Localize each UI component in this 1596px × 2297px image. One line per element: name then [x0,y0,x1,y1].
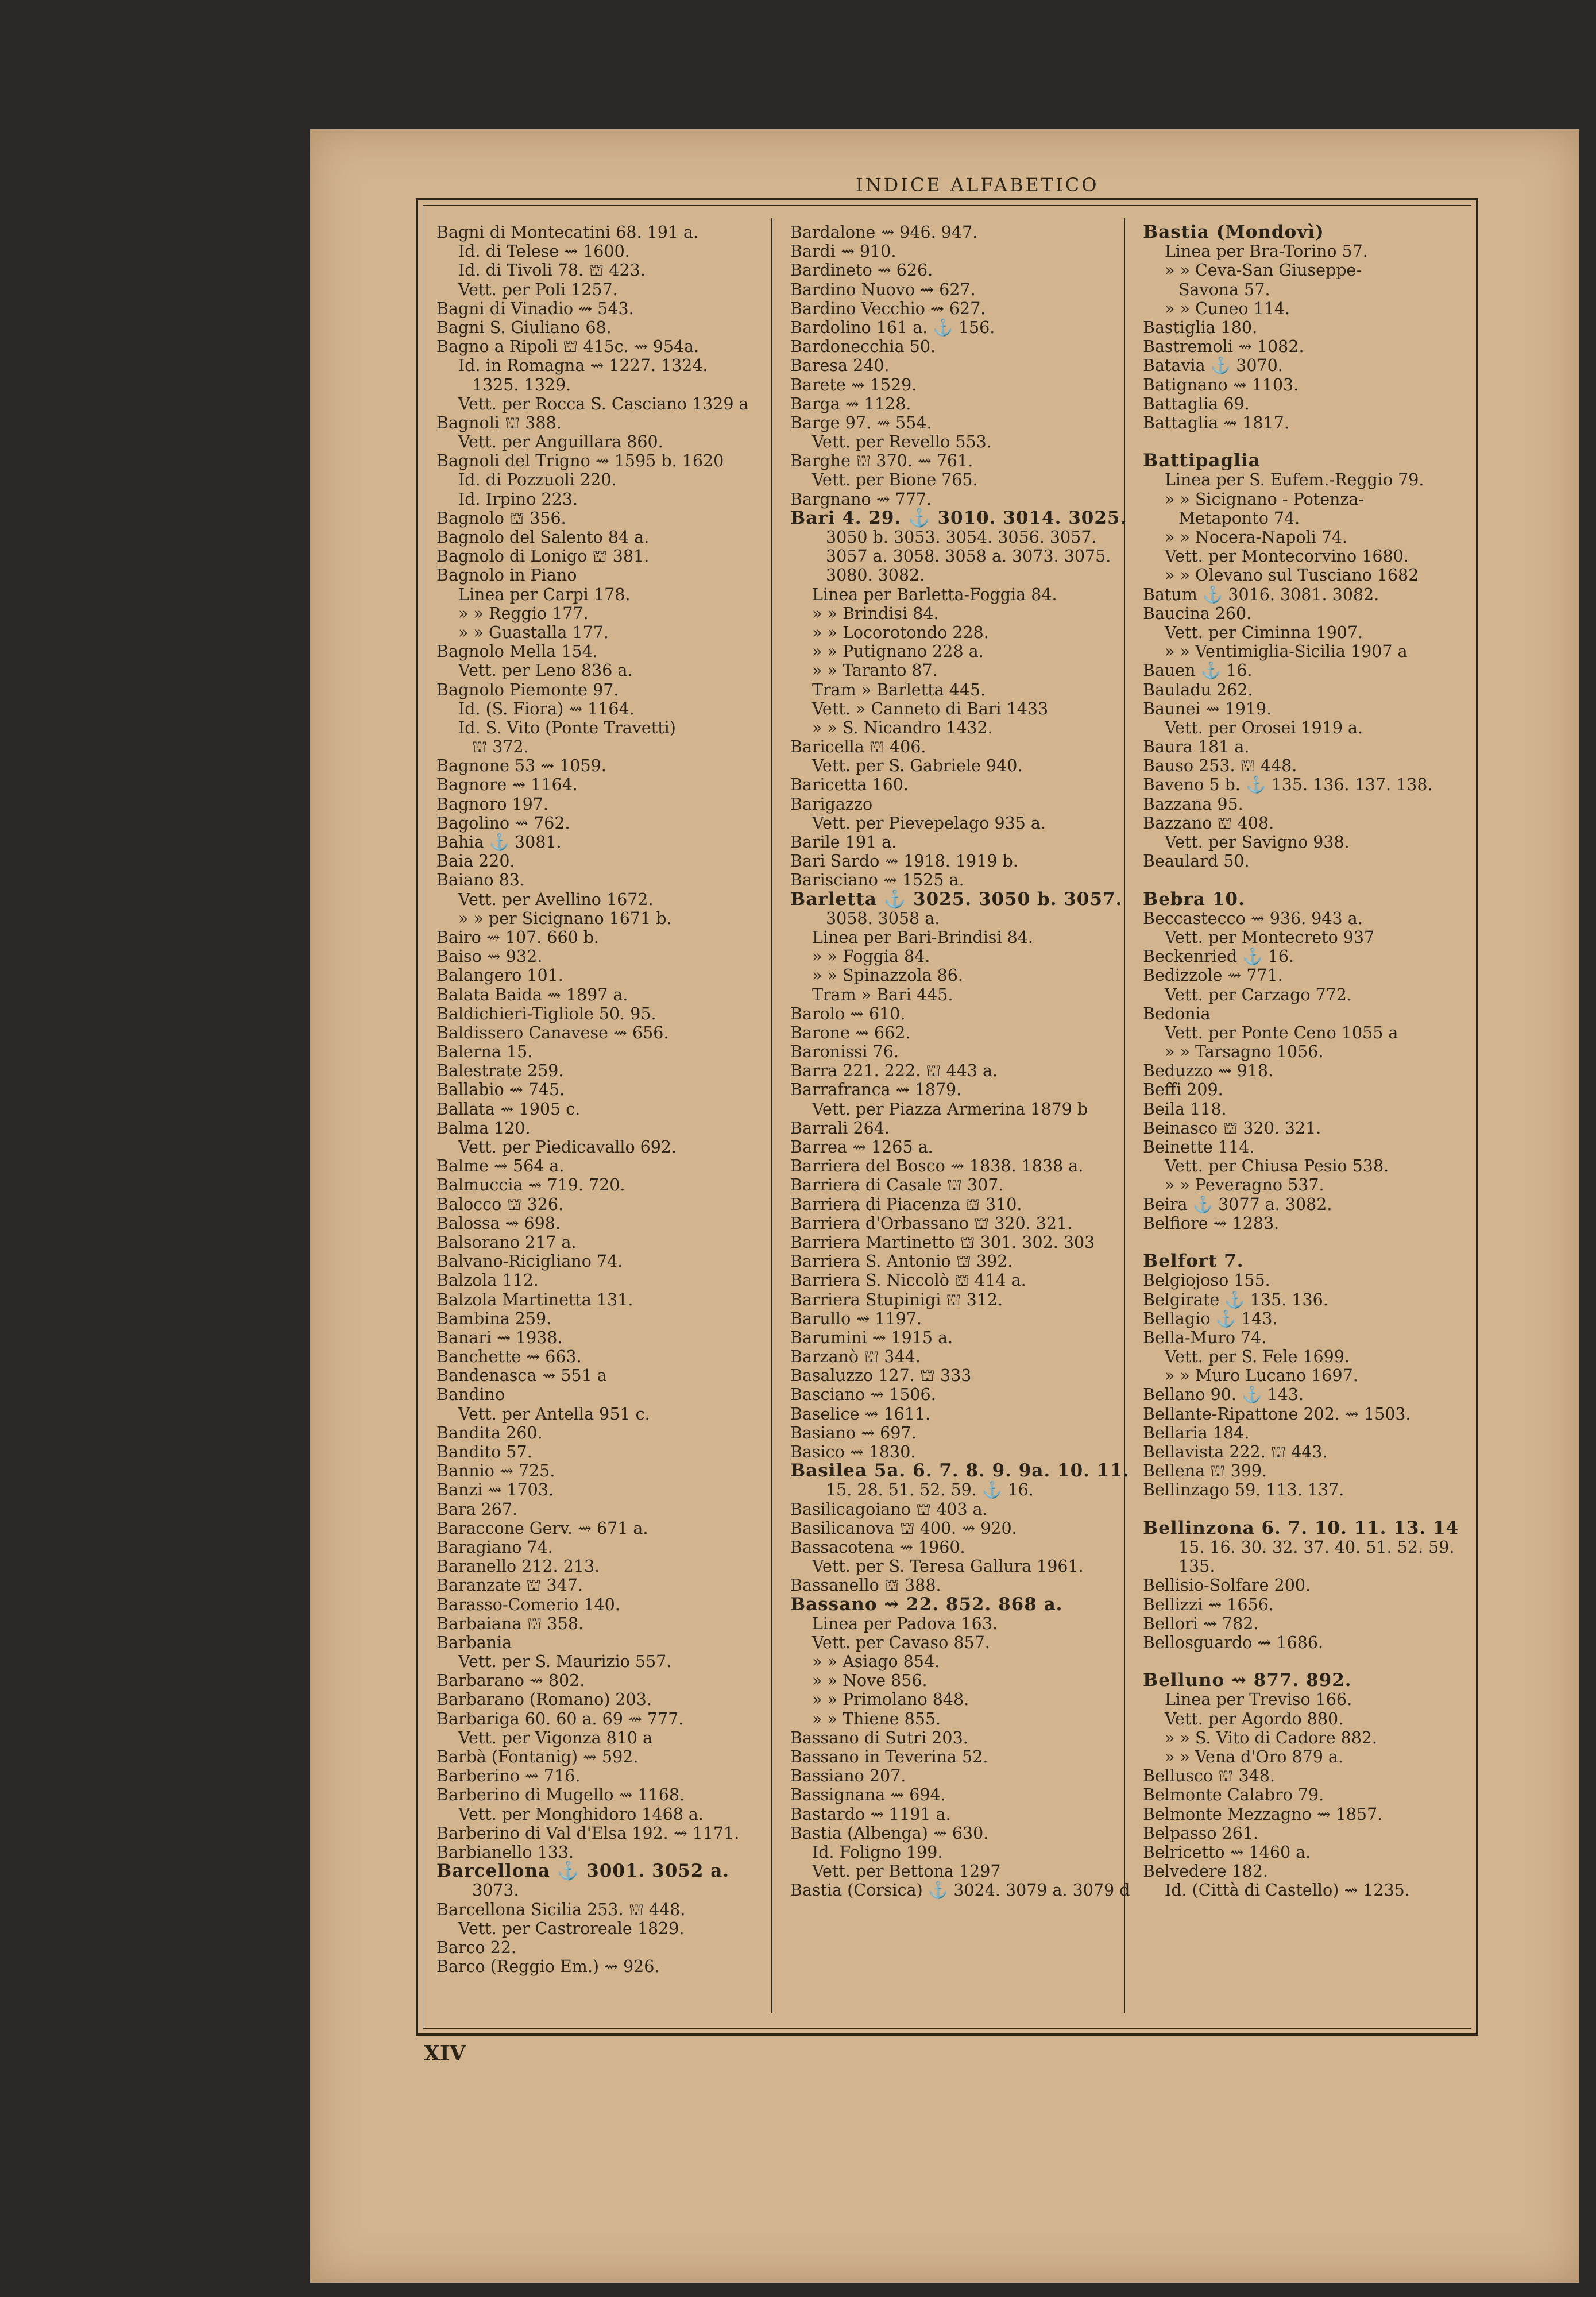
index-entry: Linea per Treviso 166. [1165,1690,1352,1710]
index-entry: Bellante-Ripattone 202. ⇝ 1503. [1143,1404,1411,1424]
index-entry: Baraccone Gerv. ⇝ 671 a. [436,1518,648,1538]
index-entry: Bannio ⇝ 725. [436,1461,555,1481]
index-entry: Bastia (Albenga) ⇝ 630. [790,1823,989,1843]
index-entry: Barriera di Casale ⛫ 307. [790,1175,1004,1195]
index-entry: Bauso 253. ⛫ 448. [1143,756,1297,776]
index-column-1 [436,223,767,1976]
index-entry [1143,1500,1470,1519]
index-entry [1143,871,1470,890]
index-entry: Bagnolo ⛫ 356. [436,508,566,528]
index-entry: » » Muro Lucano 1697. [1165,1366,1358,1386]
index-entry: Bagnolo del Salento 84 a. [436,528,650,547]
index-entry: Barile 191 a. [790,833,897,852]
index-entry: Vett. per Bettona 1297 [812,1862,1001,1881]
index-entry: Barra 221. 222. ⛫ 443 a. [790,1061,998,1081]
index-entry: Barbaiana ⛫ 358. [436,1614,584,1633]
index-entry: Banzi ⇝ 1703. [436,1480,554,1500]
index-entry: 15. 16. 30. 32. 37. 40. 51. 52. 59. [1178,1537,1455,1557]
index-entry: Barbà (Fontanig) ⇝ 592. [436,1747,639,1766]
index-entry: Id. (Città di Castello) ⇝ 1235. [1165,1881,1410,1900]
index-entry: Baunei ⇝ 1919. [1143,699,1272,718]
index-entry: Barasso-Comerio 140. [436,1595,620,1614]
index-entry: Ballabio ⇝ 745. [436,1080,565,1100]
index-entry: Vett. per Anguillara 860. [458,432,663,452]
index-entry: Baveno 5 b. ⚓ 135. 136. 137. 138. [1143,775,1433,795]
index-entry: Bardino Vecchio ⇝ 627. [790,299,986,318]
index-entry: Barberino ⇝ 716. [436,1766,581,1786]
index-entry: Vett. per Ciminna 1907. [1165,622,1363,642]
index-entry: Vett. per Savigno 938. [1165,833,1350,852]
index-entry: Vett. per S. Fele 1699. [1165,1347,1350,1367]
index-entry: Id. di Pozzuoli 220. [458,470,617,490]
index-entry: Bazzano ⛫ 408. [1143,813,1274,833]
index-entry: » » Spinazzola 86. [812,966,963,985]
index-entry: » » Foggia 84. [812,947,930,966]
index-entry: Vett. » Canneto di Bari 1433 [812,699,1049,718]
index-entry: Barletta ⚓ 3025. 3050 b. 3057. [790,888,1123,910]
index-entry: Vett. per Cavaso 857. [812,1633,990,1652]
index-entry: Id. di Tivoli 78. ⛫ 423. [458,261,646,280]
index-entry: Barriera S. Antonio ⛫ 392. [790,1252,1013,1271]
index-entry: Belricetto ⇝ 1460 a. [1143,1842,1311,1862]
index-entry: » » Primolano 848. [812,1690,969,1710]
index-entry: Bellano 90. ⚓ 143. [1143,1385,1304,1405]
index-entry: Vett. per Castroreale 1829. [458,1919,685,1938]
index-entry: Barbarano ⇝ 802. [436,1671,585,1691]
index-entry: » » Nove 856. [812,1671,928,1691]
index-entry: Belgiojoso 155. [1143,1271,1270,1290]
index-entry: Bardi ⇝ 910. [790,242,896,261]
index-entry: Batavia ⚓ 3070. [1143,356,1283,376]
index-entry: Beaulard 50. [1143,852,1250,871]
index-entry: Basico ⇝ 1830. [790,1443,916,1461]
index-entry: Barriera di Piacenza ⛫ 310. [790,1194,1022,1214]
index-entry: Bardonecchia 50. [790,337,936,357]
index-entry: Bagnone 53 ⇝ 1059. [436,756,606,776]
index-entry: » » per Sicignano 1671 b. [458,908,672,928]
index-entry: Bassanello ⛫ 388. [790,1576,941,1595]
index-entry: » » Ceva-San Giuseppe- [1165,261,1362,280]
index-entry: Basilicagoiano ⛫ 403 a. [790,1499,988,1519]
index-entry: Balestrate 259. [436,1061,564,1081]
index-entry: Baronissi 76. [790,1042,899,1062]
index-entry: Bari Sardo ⇝ 1918. 1919 b. [790,852,1018,871]
index-entry: Linea per Padova 163. [812,1614,998,1633]
index-entry: Bedonia [1143,1004,1211,1023]
index-entry: Barete ⇝ 1529. [790,375,917,395]
index-entry: Balocco ⛫ 326. [436,1194,564,1214]
index-entry: Barone ⇝ 662. [790,1023,911,1042]
index-entry: Barisciano ⇝ 1525 a. [790,871,964,890]
index-entry: Barriera S. Niccolò ⛫ 414 a. [790,1271,1026,1290]
index-entry: » » Reggio 177. [458,604,589,623]
index-entry: Baldichieri-Tigliole 50. 95. [436,1004,656,1023]
index-entry: Barrea ⇝ 1265 a. [790,1138,933,1157]
index-entry: 15. 28. 51. 52. 59. ⚓ 16. [826,1480,1034,1500]
index-entry: Vett. per S. Teresa Gallura 1961. [812,1557,1084,1576]
index-entry: Batum ⚓ 3016. 3081. 3082. [1143,585,1379,604]
index-entry: Baricella ⛫ 406. [790,737,926,757]
index-entry: Tram » Barletta 445. [812,680,986,699]
index-entry: Baiso ⇝ 932. [436,947,543,966]
index-entry: » » S. Nicandro 1432. [812,718,993,737]
index-entry: Linea per Bari-Brindisi 84. [812,927,1033,947]
index-entry: Bebra 10. [1143,888,1245,910]
index-entry: Bagnolo Mella 154. [436,642,598,662]
index-entry: Baldissero Canavese ⇝ 656. [436,1023,669,1042]
index-entry: Bauladu 262. [1143,680,1253,699]
index-entry: Bagno a Ripoli ⛫ 415c. ⇝ 954a. [436,337,700,357]
index-entry: Belmonte Calabro 79. [1143,1785,1324,1805]
index-entry: Bagni di Vinadio ⇝ 543. [436,299,634,318]
index-entry: Vett. per Montecreto 937 [1165,927,1375,947]
index-entry: Barriera del Bosco ⇝ 1838. 1838 a. [790,1157,1084,1176]
index-entry: Bandito 57. [436,1443,532,1461]
index-entry: Id. Irpino 223. [458,489,578,509]
index-entry: Battipaglia [1143,450,1261,471]
index-entry: Barriera Martinetto ⛫ 301. 302. 303 [790,1232,1095,1252]
index-entry: 3057 a. 3058. 3058 a. 3073. 3075. [826,547,1111,566]
index-entry: Beira ⚓ 3077 a. 3082. [1143,1194,1332,1214]
index-entry [1143,1652,1470,1671]
index-entry: Barberino di Mugello ⇝ 1168. [436,1785,685,1805]
index-entry: » » Cuneo 114. [1165,299,1290,318]
index-entry: Barzanò ⛫ 344. [790,1347,921,1367]
index-entry: Bardino Nuovo ⇝ 627. [790,280,976,299]
index-entry: Vett. per Piedicavallo 692. [458,1138,677,1157]
index-entry: 1325. 1329. [472,375,571,395]
index-entry: Ballata ⇝ 1905 c. [436,1099,581,1119]
index-entry: Baucina 260. [1143,604,1252,623]
index-entry: Vett. per S. Maurizio 557. [458,1652,672,1672]
index-entry: Bellusco ⛫ 348. [1143,1766,1275,1786]
index-entry: Batignano ⇝ 1103. [1143,375,1299,395]
index-entry: Bargnano ⇝ 777. [790,489,932,509]
index-entry: Balma 120. [436,1118,531,1138]
index-entry: Belmonte Mezzagno ⇝ 1857. [1143,1804,1383,1824]
index-entry: Vett. per Rocca S. Casciano 1329 a [458,394,749,413]
index-entry: » » Peveragno 537. [1165,1175,1324,1195]
index-entry: Bastia (Mondovì) [1143,222,1324,242]
index-entry: Bassano di Sutri 203. [790,1728,968,1747]
index-entry: » » Nocera-Napoli 74. [1165,528,1348,547]
index-entry: Bandita 260. [436,1423,543,1443]
index-entry: » » Tarsagno 1056. [1165,1042,1324,1062]
index-entry: Basaluzzo 127. ⛫ 333 [790,1366,972,1386]
index-entry: Savona 57. [1178,280,1270,299]
index-entry: Barrali 264. [790,1118,890,1138]
index-entry: Id. (S. Fiora) ⇝ 1164. [458,699,635,718]
index-entry: Bastiglia 180. [1143,318,1258,337]
index-entry: Basciano ⇝ 1506. [790,1385,936,1405]
index-entry: Bambina 259. [436,1309,552,1328]
index-column-3 [1143,223,1470,1900]
index-entry: » » Sicignano - Potenza- [1165,489,1365,509]
index-entry: Beckenried ⚓ 16. [1143,947,1294,966]
index-entry: Id. Foligno 199. [812,1842,943,1862]
index-entry: Balzola Martinetta 131. [436,1290,633,1309]
index-entry: Barga ⇝ 1128. [790,394,911,413]
index-entry: Vett. per Leno 836 a. [458,661,633,680]
index-entry: » » S. Vito di Cadore 882. [1165,1728,1378,1747]
index-entry: Bardolino 161 a. ⚓ 156. [790,318,995,337]
index-entry: Barriera Stupinigi ⛫ 312. [790,1290,1003,1309]
index-entry: Bellisio-Solfare 200. [1143,1576,1311,1595]
index-entry: Bella-Muro 74. [1143,1328,1267,1347]
index-entry: Vett. per Carzago 772. [1165,985,1352,1004]
index-entry: Beinasco ⛫ 320. 321. [1143,1118,1321,1138]
index-entry: Id. di Telese ⇝ 1600. [458,242,630,261]
index-entry: Bagnore ⇝ 1164. [436,775,578,795]
index-entry: Barco (Reggio Em.) ⇝ 926. [436,1957,660,1977]
index-entry: Bagnoli del Trigno ⇝ 1595 b. 1620 [436,451,724,471]
index-entry: Baranello 212. 213. [436,1557,600,1576]
index-entry: Vett. per Piazza Armerina 1879 b [812,1099,1088,1119]
index-entry: Tram » Bari 445. [812,985,953,1004]
index-entry: Vett. per Monghidoro 1468 a. [458,1804,704,1824]
index-entry: Barghe ⛫ 370. ⇝ 761. [790,451,973,471]
index-entry: Vett. per Agordo 880. [1165,1709,1344,1728]
index-entry: Vett. per Orosei 1919 a. [1165,718,1363,737]
index-entry: Vett. per Vigonza 810 a [458,1728,653,1747]
index-entry: » » Asiago 854. [812,1652,940,1672]
index-entry: Bastremoli ⇝ 1082. [1143,337,1304,357]
index-entry: Barolo ⇝ 610. [790,1004,906,1023]
index-entry: Bagnolo in Piano [436,566,577,585]
index-entry: ⛫ 372. [472,737,529,757]
index-entry: Vett. per Antella 951 c. [458,1404,650,1424]
index-entry: Bara 267. [436,1499,518,1519]
index-entry: » » Vena d'Oro 879 a. [1165,1747,1344,1766]
index-entry: Bandenasca ⇝ 551 a [436,1366,607,1386]
index-entry: Id. S. Vito (Ponte Travetti) [458,718,676,737]
index-entry: Vett. per Poli 1257. [458,280,618,299]
index-entry: Barberino di Val d'Elsa 192. ⇝ 1171. [436,1823,740,1843]
index-entry: Baresa 240. [790,356,890,376]
index-entry: Basilea 5a. 6. 7. 8. 9. 9a. 10. 11. [790,1460,1130,1482]
index-entry: Balossa ⇝ 698. [436,1213,561,1233]
index-entry: Bastardo ⇝ 1191 a. [790,1804,951,1824]
column-separator [771,218,772,2013]
index-entry: Banchette ⇝ 663. [436,1347,582,1367]
index-entry: Beila 118. [1143,1099,1227,1119]
index-entry: Belfort 7. [1143,1251,1244,1272]
index-entry: Battaglia ⇝ 1817. [1143,413,1289,432]
index-entry: Vett. per Avellino 1672. [458,890,654,909]
index-entry: Baia 220. [436,852,515,871]
index-entry: Barcellona Sicilia 253. ⛫ 448. [436,1900,686,1919]
index-entry: Vett. per Chiusa Pesio 538. [1165,1157,1389,1176]
index-entry: Bellavista 222. ⛫ 443. [1143,1443,1328,1461]
index-entry: Bedizzole ⇝ 771. [1143,966,1283,985]
index-entry: Barrafranca ⇝ 1879. [790,1080,962,1100]
index-entry: Metaponto 74. [1178,508,1300,528]
index-entry: » » Thiene 855. [812,1709,941,1728]
index-entry: Bellena ⛫ 399. [1143,1461,1267,1481]
index-entry: » » Putignano 228 a. [812,642,984,662]
index-entry: Belluno ⇝ 877. 892. [1143,1670,1352,1691]
index-entry: Linea per Carpi 178. [458,585,631,604]
index-entry: Bassignana ⇝ 694. [790,1785,946,1805]
index-entry: Barge 97. ⇝ 554. [790,413,932,432]
index-entry: Barriera d'Orbassano ⛫ 320. 321. [790,1213,1073,1233]
index-column-2 [790,223,1130,1900]
index-entry [1143,432,1470,451]
index-entry: Barcellona ⚓ 3001. 3052 a. [436,1861,730,1882]
index-entry: » » Locorotondo 228. [812,622,989,642]
index-entry: Vett. per Revello 553. [812,432,992,452]
index-entry: 3050 b. 3053. 3054. 3056. 3057. [826,528,1097,547]
index-entry: Bassacotena ⇝ 1960. [790,1537,965,1557]
index-entry: » » Ventimiglia-Sicilia 1907 a [1165,642,1408,662]
index-entry: Bauen ⚓ 16. [1143,661,1253,680]
index-entry: Basiano ⇝ 697. [790,1423,917,1443]
index-entry: Bagni di Montecatini 68. 191 a. [436,223,699,242]
index-entry: Barbianello 133. [436,1842,574,1862]
index-entry: Balerna 15. [436,1042,533,1062]
index-entry: Battaglia 69. [1143,394,1250,413]
index-entry: Balme ⇝ 564 a. [436,1157,565,1176]
index-entry: Bellagio ⚓ 143. [1143,1309,1278,1328]
index-entry: Vett. per Montecorvino 1680. [1165,547,1409,566]
index-entry: 3080. 3082. [826,566,925,585]
index-entry: Banari ⇝ 1938. [436,1328,563,1347]
index-entry: Beinette 114. [1143,1138,1255,1157]
index-entry: Baricetta 160. [790,775,909,795]
index-entry: Bagnolo Piemonte 97. [436,680,619,699]
index-entry: Bellinzago 59. 113. 137. [1143,1480,1344,1500]
index-entry: Belpasso 261. [1143,1823,1259,1843]
index-entry: Bastia (Corsica) ⚓ 3024. 3079 a. 3079 d [790,1881,1130,1900]
index-entry: Bari 4. 29. ⚓ 3010. 3014. 3025. [790,507,1127,528]
page-header: INDICE ALFABETICO [856,174,1099,196]
index-entry: Basilicanova ⛫ 400. ⇝ 920. [790,1518,1017,1538]
index-entry: Bagnoro 197. [436,794,548,814]
index-entry: Bardalone ⇝ 946. 947. [790,223,978,242]
index-entry: Linea per Barletta-Foggia 84. [812,585,1057,604]
index-entry: Baselice ⇝ 1611. [790,1404,931,1424]
index-entry: Bassiano 207. [790,1766,906,1786]
index-entry: Bazzana 95. [1143,794,1243,814]
index-entry: Linea per S. Eufem.-Reggio 79. [1165,470,1424,490]
index-entry: » » Guastalla 177. [458,622,609,642]
index-entry: 3073. [472,1881,519,1900]
index-entry: Bagnolo di Lonigo ⛫ 381. [436,547,650,566]
index-entry: Bellori ⇝ 782. [1143,1614,1259,1633]
index-entry: » » Brindisi 84. [812,604,939,623]
index-entry: Barco 22. [436,1938,517,1957]
index-entry [1143,1233,1470,1252]
index-entry: Balsorano 217 a. [436,1232,577,1252]
index-entry: 3058. 3058 a. [826,908,940,928]
index-entry: Barbariga 60. 60 a. 69 ⇝ 777. [436,1709,684,1728]
index-entry: Balata Baida ⇝ 1897 a. [436,985,628,1004]
index-entry: Bardineto ⇝ 626. [790,261,933,280]
index-entry: Bagni S. Giuliano 68. [436,318,612,337]
index-entry: Bagnoli ⛫ 388. [436,413,562,432]
index-entry: Bellinzona 6. 7. 10. 11. 13. 14 [1143,1517,1459,1538]
index-entry: 135. [1178,1557,1215,1576]
index-entry: Balvano-Ricigliano 74. [436,1252,623,1271]
index-entry: » » Olevano sul Tusciano 1682 [1165,566,1419,585]
index-entry: Bassano ⇝ 22. 852. 868 a. [790,1594,1063,1615]
index-entry: Balmuccia ⇝ 719. 720. [436,1175,625,1195]
index-entry: Barullo ⇝ 1197. [790,1309,922,1328]
index-entry: Beccastecco ⇝ 936. 943 a. [1143,908,1363,928]
column-separator [1124,218,1125,2013]
index-entry: Bellaria 184. [1143,1423,1250,1443]
index-entry: Bandino [436,1385,505,1405]
index-entry: » » Taranto 87. [812,661,938,680]
index-entry: Vett. per S. Gabriele 940. [812,756,1023,776]
index-entry: Belvedere 182. [1143,1862,1269,1881]
index-entry: Beduzzo ⇝ 918. [1143,1061,1274,1081]
index-entry: Balzola 112. [436,1271,539,1290]
index-entry: Bellizzi ⇝ 1656. [1143,1595,1274,1614]
index-entry: Baragiano 74. [436,1537,553,1557]
index-entry: Bellosguardo ⇝ 1686. [1143,1633,1324,1652]
index-entry: Baura 181 a. [1143,737,1250,757]
index-entry: Bahia ⚓ 3081. [436,833,562,852]
index-entry: Vett. per Bione 765. [812,470,978,490]
index-entry: Bassano in Teverina 52. [790,1747,988,1766]
index-entry: Vett. per Ponte Ceno 1055 a [1165,1023,1398,1042]
index-entry: Barbarano (Romano) 203. [436,1690,652,1710]
index-entry: Beffi 209. [1143,1080,1223,1100]
index-entry: Linea per Bra-Torino 57. [1165,242,1368,261]
index-entry: Barbania [436,1633,512,1652]
index-entry: Barigazzo [790,794,873,814]
index-entry: Bairo ⇝ 107. 660 b. [436,927,600,947]
index-entry: Id. in Romagna ⇝ 1227. 1324. [458,356,708,376]
index-entry: Belgirate ⚓ 135. 136. [1143,1290,1328,1309]
index-entry: Balangero 101. [436,966,563,985]
index-entry: Barumini ⇝ 1915 a. [790,1328,953,1347]
index-entry: Belfiore ⇝ 1283. [1143,1213,1280,1233]
index-entry: Baranzate ⛫ 347. [436,1576,583,1595]
page-number: XIV [424,2041,466,2066]
index-entry: Bagolino ⇝ 762. [436,813,570,833]
index-entry: Baiano 83. [436,871,525,890]
index-entry: Vett. per Pievepelago 935 a. [812,813,1046,833]
